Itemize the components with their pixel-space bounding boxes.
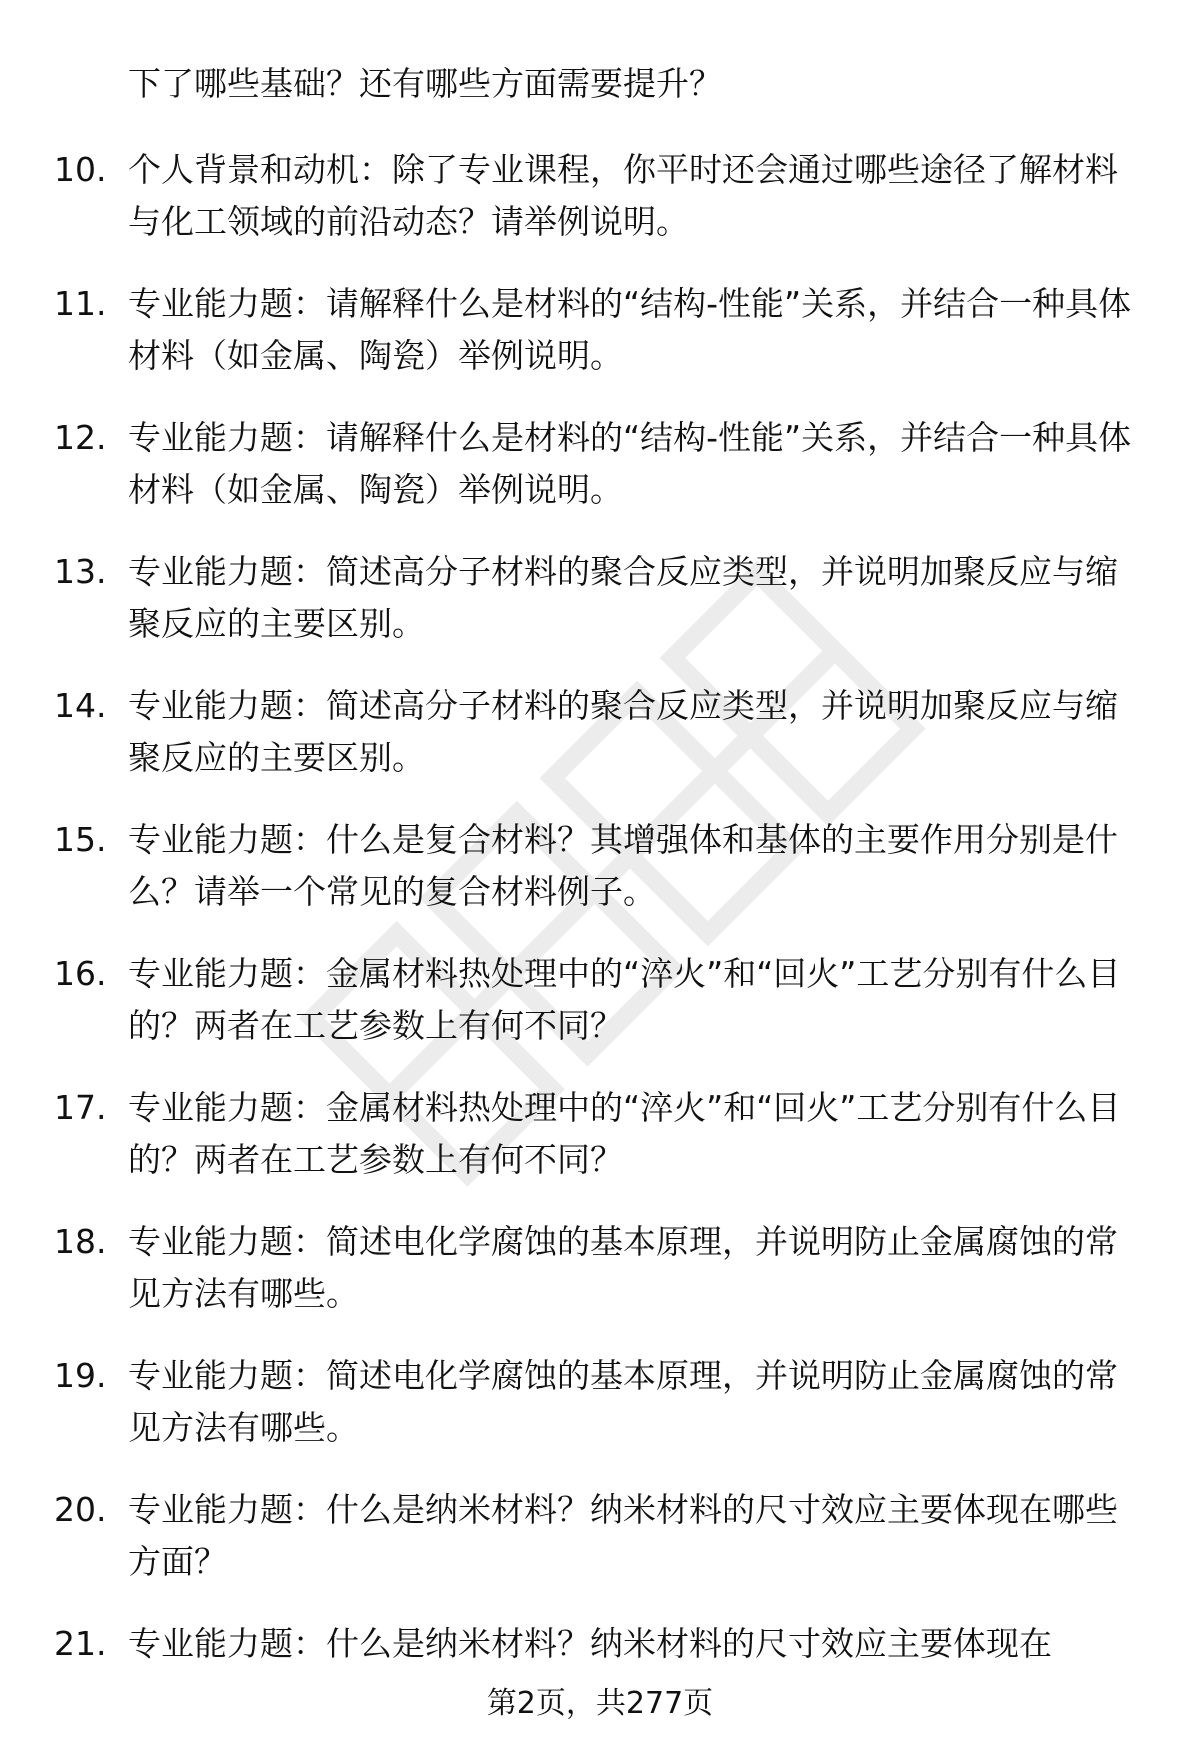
question-text: 专业能力题：什么是纳米材料？纳米材料的尺寸效应主要体现在哪些方面？ bbox=[128, 1490, 1118, 1581]
question-text: 专业能力题：金属材料热处理中的“淬火”和“回火”工艺分别有什么目的？两者在工艺参数上有何不同？ bbox=[128, 1088, 1121, 1179]
page-footer: 第2页，共277页 bbox=[486, 1686, 714, 1721]
question-text: 专业能力题：简述高分子材料的聚合反应类型，并说明加聚反应与缩聚反应的主要区别。 bbox=[128, 552, 1118, 643]
question-text: 专业能力题：请解释什么是材料的“结构-性能”关系，并结合一种具体材料（如金属、陶瓷）举例说明。 bbox=[128, 284, 1132, 375]
question-text: 专业能力题：简述高分子材料的聚合反应类型，并说明加聚反应与缩聚反应的主要区别。 bbox=[128, 686, 1118, 777]
question-item bbox=[0, 680, 1148, 784]
question-text: 专业能力题：简述电化学腐蚀的基本原理，并说明防止金属腐蚀的常见方法有哪些。 bbox=[128, 1356, 1118, 1447]
question-number: 15. bbox=[54, 820, 107, 859]
question-item bbox=[0, 1484, 1148, 1588]
question-content bbox=[0, 58, 1200, 1700]
question-number: 13. bbox=[54, 552, 107, 591]
continuation-text: 下了哪些基础？还有哪些方面需要提升？ bbox=[128, 64, 722, 103]
question-item bbox=[0, 1350, 1148, 1454]
question-number: 14. bbox=[54, 686, 107, 725]
question-item bbox=[0, 1082, 1148, 1186]
question-number: 21. bbox=[54, 1624, 107, 1663]
question-list bbox=[0, 144, 1200, 1670]
question-number: 20. bbox=[54, 1490, 107, 1529]
question-number: 19. bbox=[54, 1356, 107, 1395]
question-item bbox=[0, 278, 1148, 382]
question-item bbox=[0, 546, 1148, 650]
question-number: 12. bbox=[54, 418, 107, 457]
question-item bbox=[0, 412, 1148, 516]
question-number: 11. bbox=[54, 284, 107, 323]
question-text: 专业能力题：金属材料热处理中的“淬火”和“回火”工艺分别有什么目的？两者在工艺参数上有何不同？ bbox=[128, 954, 1121, 1045]
question-text: 专业能力题：什么是复合材料？其增强体和基体的主要作用分别是什么？请举一个常见的复合材料例子。 bbox=[128, 820, 1118, 911]
question-number: 17. bbox=[54, 1088, 107, 1127]
question-text: 专业能力题：请解释什么是材料的“结构-性能”关系，并结合一种具体材料（如金属、陶瓷）举例说明。 bbox=[128, 418, 1132, 509]
question-number: 18. bbox=[54, 1222, 107, 1261]
question-text: 专业能力题：什么是纳米材料？纳米材料的尺寸效应主要体现在 bbox=[128, 1624, 1052, 1663]
question-text: 专业能力题：简述电化学腐蚀的基本原理，并说明防止金属腐蚀的常见方法有哪些。 bbox=[128, 1222, 1118, 1313]
question-text: 个人背景和动机：除了专业课程，你平时还会通过哪些途径了解材料与化工领域的前沿动态？请举例说明。 bbox=[128, 150, 1118, 241]
question-item bbox=[0, 144, 1148, 248]
question-number: 16. bbox=[54, 954, 107, 993]
question-item bbox=[0, 948, 1148, 1052]
question-number: 10. bbox=[54, 150, 107, 189]
question-item bbox=[0, 1216, 1148, 1320]
question-item bbox=[0, 1618, 1148, 1670]
question-item bbox=[0, 814, 1148, 918]
